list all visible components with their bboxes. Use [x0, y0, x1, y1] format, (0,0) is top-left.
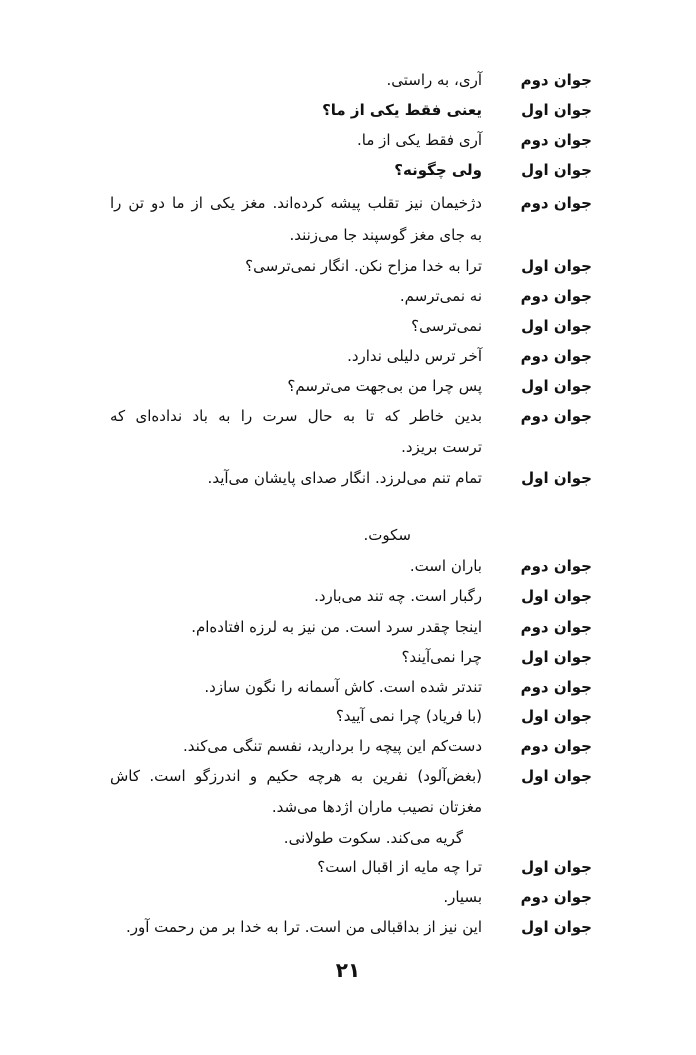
speaker-label: جوان اول — [521, 317, 592, 335]
dialogue-line: بسیار. — [443, 888, 482, 906]
speaker-label: جوان اول — [521, 587, 592, 605]
dialogue-line: باران است. — [409, 557, 482, 575]
dialogue-line: رگبار است. چه تند می‌بارد. — [314, 587, 482, 605]
dialogue-line: پس چرا من بی‌جهت می‌ترسم؟ — [287, 377, 482, 395]
dialogue-line-continued: ترست بریزد. — [401, 438, 482, 456]
speaker-label: جوان دوم — [520, 618, 592, 636]
speaker-label: جوان دوم — [520, 71, 592, 89]
speaker-label: جوان دوم — [520, 194, 592, 212]
speaker-label: جوان اول — [521, 767, 592, 785]
dialogue-line-continued: به جای مغز گوسپند جا می‌زنند. — [289, 226, 482, 244]
dialogue-line: آری فقط یکی از ما. — [357, 131, 482, 149]
speaker-label: جوان دوم — [520, 347, 592, 365]
speaker-label: جوان اول — [521, 377, 592, 395]
dialogue-line: آخر ترس دلیلی ندارد. — [347, 347, 482, 365]
stage-direction: سکوت. — [363, 526, 411, 544]
dialogue-line: آری، به راستی. — [386, 71, 482, 89]
dialogue-line: چرا نمی‌آیند؟ — [401, 648, 482, 666]
dialogue-line: نه نمی‌ترسم. — [399, 287, 482, 305]
speaker-label: جوان اول — [521, 707, 592, 725]
dialogue-line: این نیز از بداقبالی من است. ترا به خدا بر من رحمت آور. — [125, 918, 482, 936]
dialogue-line: دژخیمان نیز تقلب پیشه کرده‌اند. مغز یکی از ما دو تن را — [110, 194, 482, 212]
dialogue-line: تمام تنم می‌لرزد. انگار صدای پایشان می‌آید. — [207, 469, 482, 487]
page-number: ۲۱ — [335, 958, 361, 982]
dialogue-line: (با فریاد) چرا نمی آیید؟ — [335, 707, 482, 725]
dialogue-line: اینجا چقدر سرد است. من نیز به لرزه افتاده‌ام. — [191, 618, 482, 636]
speaker-label: جوان دوم — [520, 737, 592, 755]
speaker-label: جوان اول — [521, 161, 592, 179]
dialogue-line: ترا به خدا مزاح نکن. انگار نمی‌ترسی؟ — [245, 257, 482, 275]
dialogue-line: تندتر شده است. کاش آسمانه را نگون سازد. — [204, 678, 482, 696]
speaker-label: جوان دوم — [520, 557, 592, 575]
dialogue-line: یعنی فقط یکی از ما؟ — [322, 101, 482, 119]
speaker-label: جوان اول — [521, 858, 592, 876]
speaker-label: جوان اول — [521, 101, 592, 119]
speaker-label: جوان دوم — [520, 678, 592, 696]
dialogue-line: بدین خاطر که تا به حال سرت را به باد نداده‌ای که — [110, 407, 482, 425]
dialogue-line: دست‌کم این پیچه را بردارید، نفسم تنگی می‌کند. — [183, 737, 482, 755]
speaker-label: جوان دوم — [520, 407, 592, 425]
speaker-label: جوان دوم — [520, 888, 592, 906]
speaker-label: جوان اول — [521, 918, 592, 936]
dialogue-line: ولی چگونه؟ — [394, 161, 482, 179]
speaker-label: جوان اول — [521, 648, 592, 666]
stage-direction: گریه می‌کند. سکوت طولانی. — [283, 829, 463, 847]
speaker-label: جوان دوم — [520, 287, 592, 305]
speaker-label: جوان دوم — [520, 131, 592, 149]
dialogue-line: (بغض‌آلود) نفرین به هرچه حکیم و اندرزگو است. کاش — [110, 767, 482, 785]
dialogue-line: نمی‌ترسی؟ — [411, 317, 482, 335]
speaker-label: جوان اول — [521, 257, 592, 275]
speaker-label: جوان اول — [521, 469, 592, 487]
dialogue-line: ترا چه مایه از اقبال است؟ — [317, 858, 482, 876]
dialogue-line-continued: مغزتان نصیب ماران اژدها می‌شد. — [271, 798, 482, 816]
